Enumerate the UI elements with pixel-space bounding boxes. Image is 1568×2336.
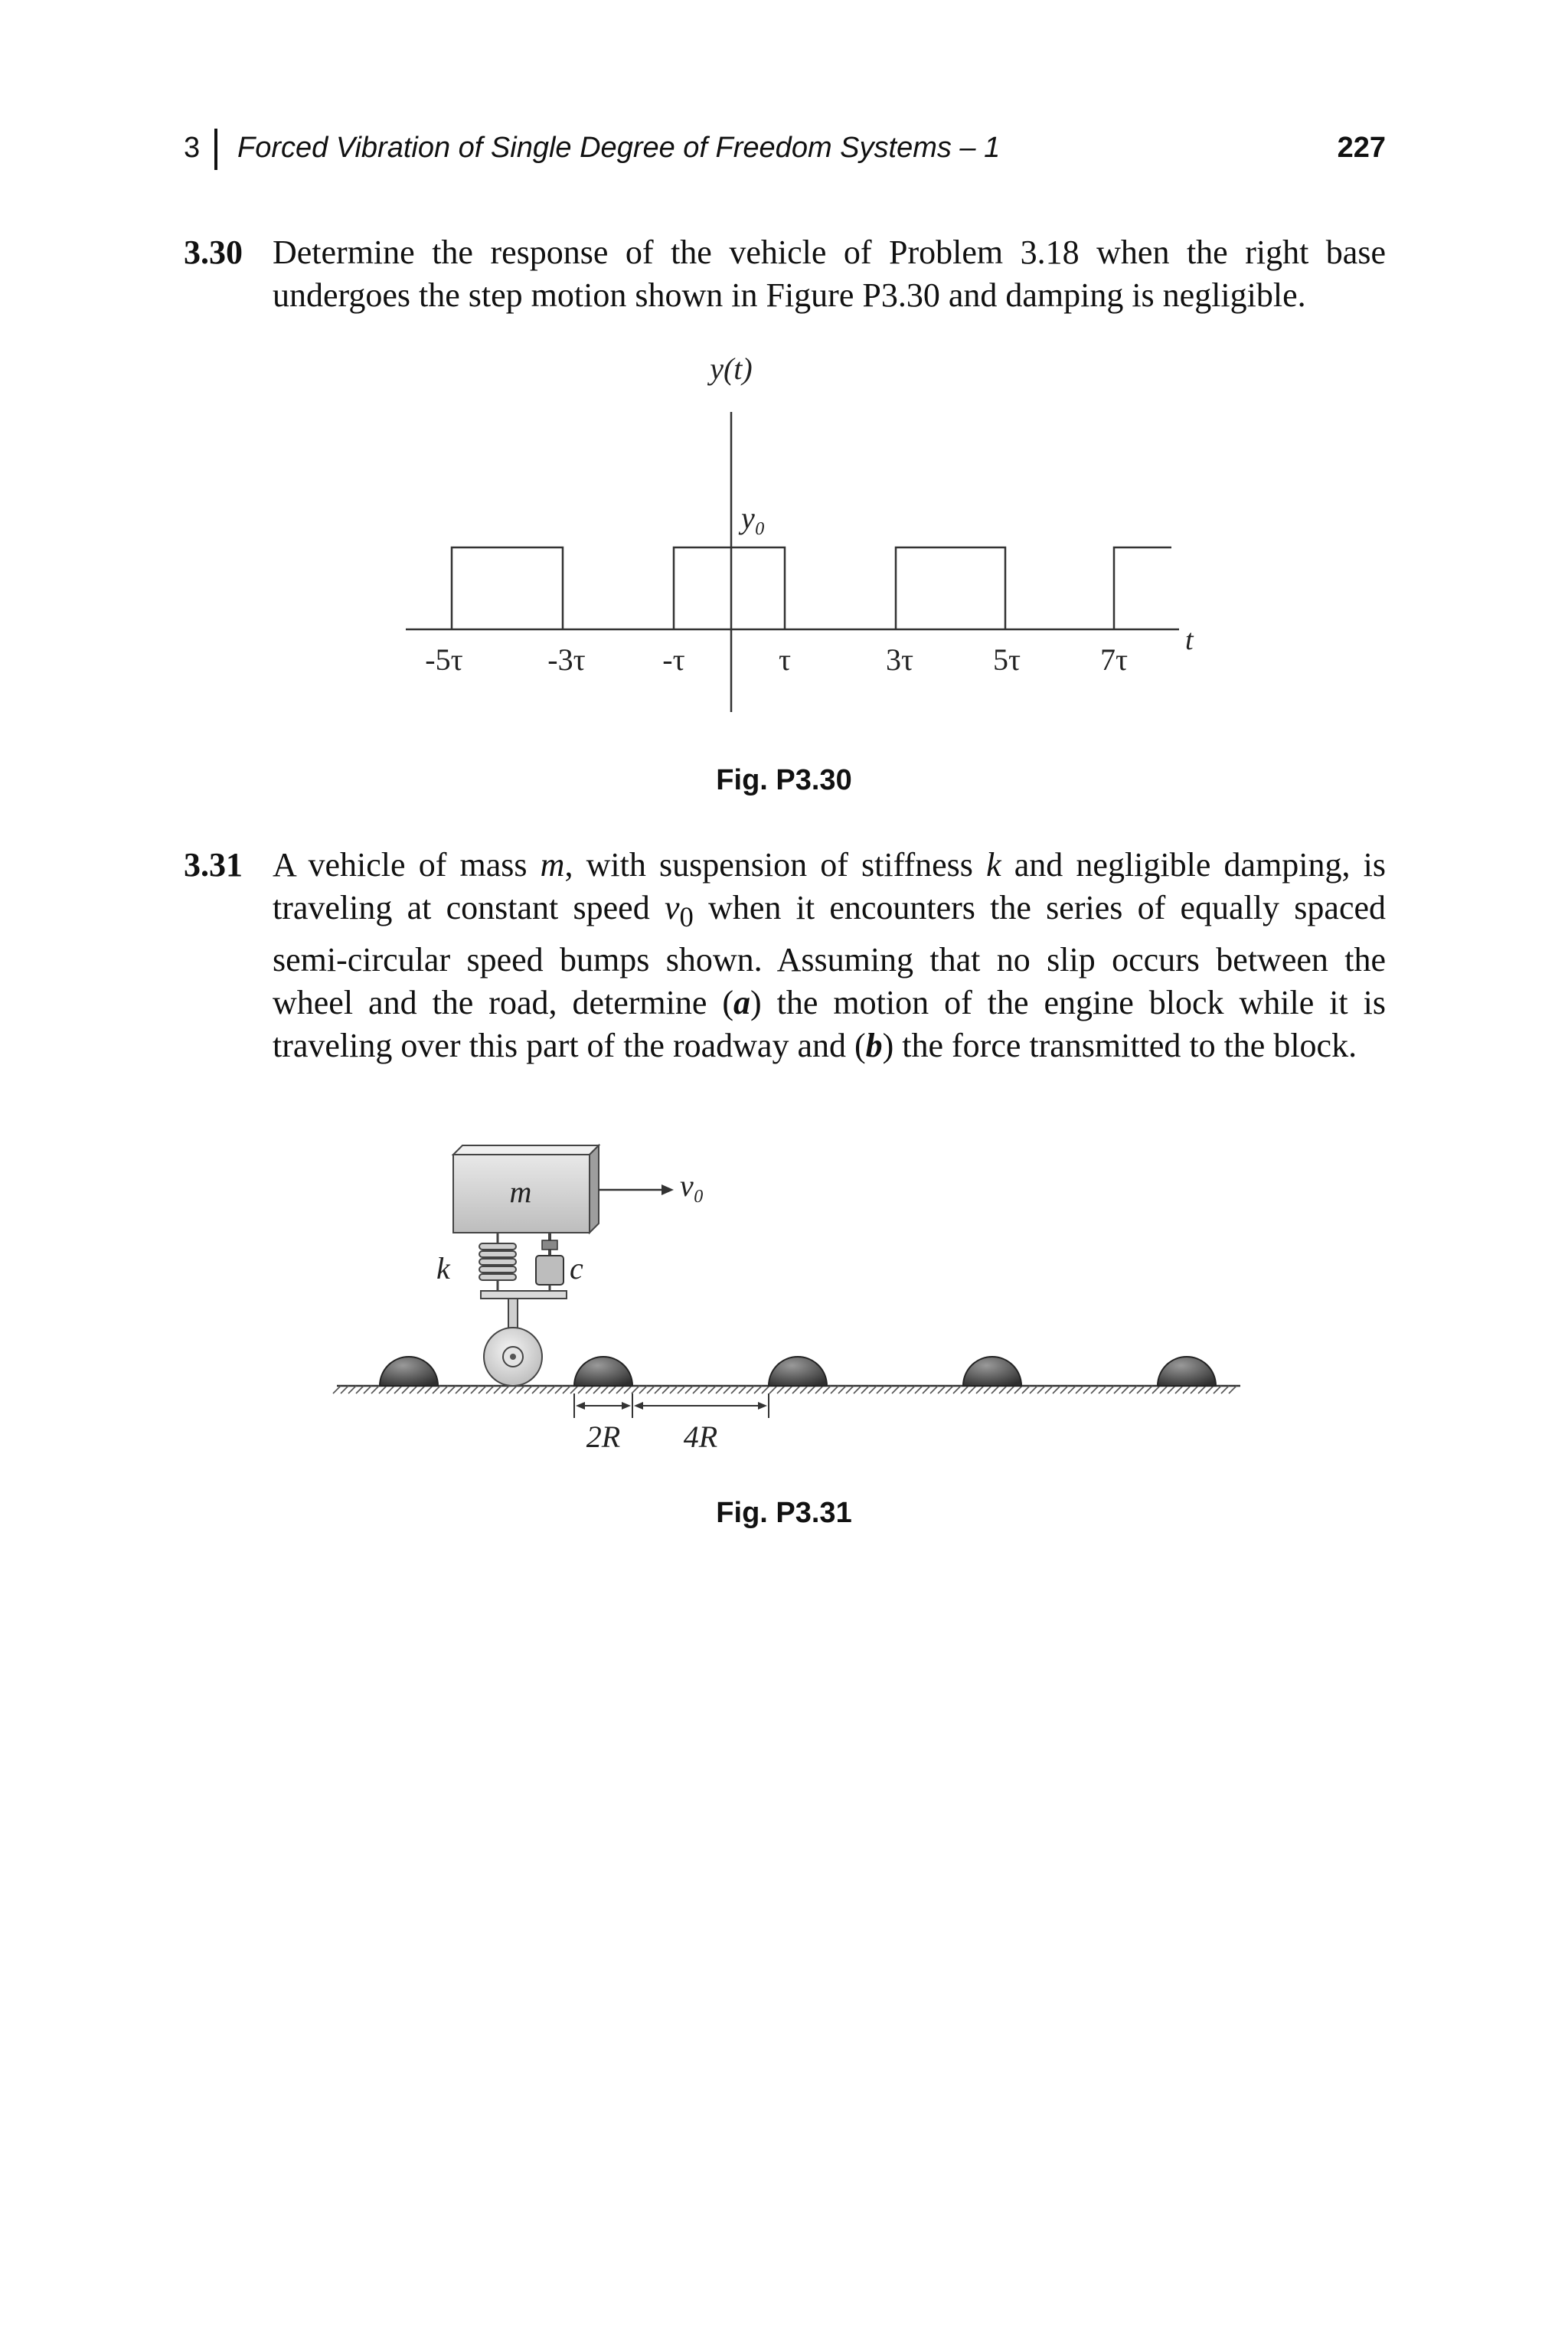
- chapter-number: 3: [184, 132, 201, 164]
- figure-caption-p3-30: Fig. P3.30: [716, 764, 852, 796]
- header-divider: [214, 129, 217, 170]
- amplitude-label: y₀: [741, 501, 766, 535]
- page-number: 227: [1337, 132, 1386, 164]
- speed-bump: [1158, 1357, 1216, 1386]
- pulse-2: [674, 547, 785, 629]
- pulse-4: [1114, 547, 1171, 629]
- figure-p3-30: [0, 345, 1568, 773]
- problem-number: 3.30: [184, 234, 243, 271]
- y-axis-label: y(t): [710, 351, 753, 386]
- tick-label: -5τ: [425, 642, 463, 677]
- damper: [536, 1233, 564, 1294]
- ground: [333, 1386, 1240, 1393]
- tick-label: -τ: [662, 642, 685, 677]
- running-header-title: Forced Vibration of Single Degree of Freedom Systems – 1: [237, 132, 1001, 164]
- tick-label: -3τ: [547, 642, 586, 677]
- problem-text: Determine the response of the vehicle of Problem 3.18 when the right base undergoes the step motion shown in Figure P3.30 and damping is negligible.: [273, 234, 1386, 314]
- velocity-label: v₀: [680, 1168, 704, 1203]
- spring: [479, 1233, 516, 1294]
- problem-text: A vehicle of mass m, with suspension of stiffness k and negligible damping, is traveling at constant speed $v_0$ when it encounters the series of equally spaced semi-circular speed bumps shown. Assuming that no slip occurs between the wheel and the road, determine (a) the motion of the engine block while it is traveling over this part of the roadway and (b) the force transmitted to the block.: [273, 846, 1387, 1064]
- dimension-label-4r: 4R: [683, 1420, 718, 1454]
- mass-block-side: [590, 1145, 599, 1233]
- pulse-1: [452, 547, 563, 629]
- speed-bump: [963, 1357, 1021, 1386]
- tick-label: τ: [778, 642, 792, 677]
- dimension-arrow-icon: [576, 1402, 585, 1410]
- figure-caption-p3-31: Fig. P3.31: [716, 1497, 852, 1529]
- dimension-label-2r: 2R: [586, 1420, 621, 1454]
- speed-bump: [574, 1357, 632, 1386]
- pulse-3: [896, 547, 1005, 629]
- mass-label: m: [509, 1175, 532, 1209]
- tick-label: 3τ: [885, 642, 914, 677]
- speed-bump: [769, 1357, 827, 1386]
- spring-label: k: [436, 1251, 450, 1286]
- mass-block-top: [453, 1145, 599, 1155]
- wheel-axle: [510, 1354, 516, 1360]
- problem-3-31: [184, 844, 1386, 1067]
- figure-p3-31: [0, 1133, 1568, 1501]
- axle-plate: [481, 1291, 567, 1299]
- arrow-head-icon: [662, 1184, 674, 1195]
- dimension-arrow-icon: [758, 1402, 767, 1410]
- problem-3-30: [184, 231, 1386, 317]
- damper-label: c: [570, 1251, 583, 1286]
- x-axis-label: t: [1185, 624, 1194, 656]
- tick-label: 5τ: [992, 642, 1021, 677]
- dimension-arrow-icon: [622, 1402, 631, 1410]
- speed-bump: [380, 1357, 438, 1386]
- problem-number: 3.31: [184, 846, 243, 884]
- tick-label: 7τ: [1099, 642, 1129, 677]
- dimension-arrow-icon: [634, 1402, 643, 1410]
- dimension-lines: [574, 1393, 769, 1418]
